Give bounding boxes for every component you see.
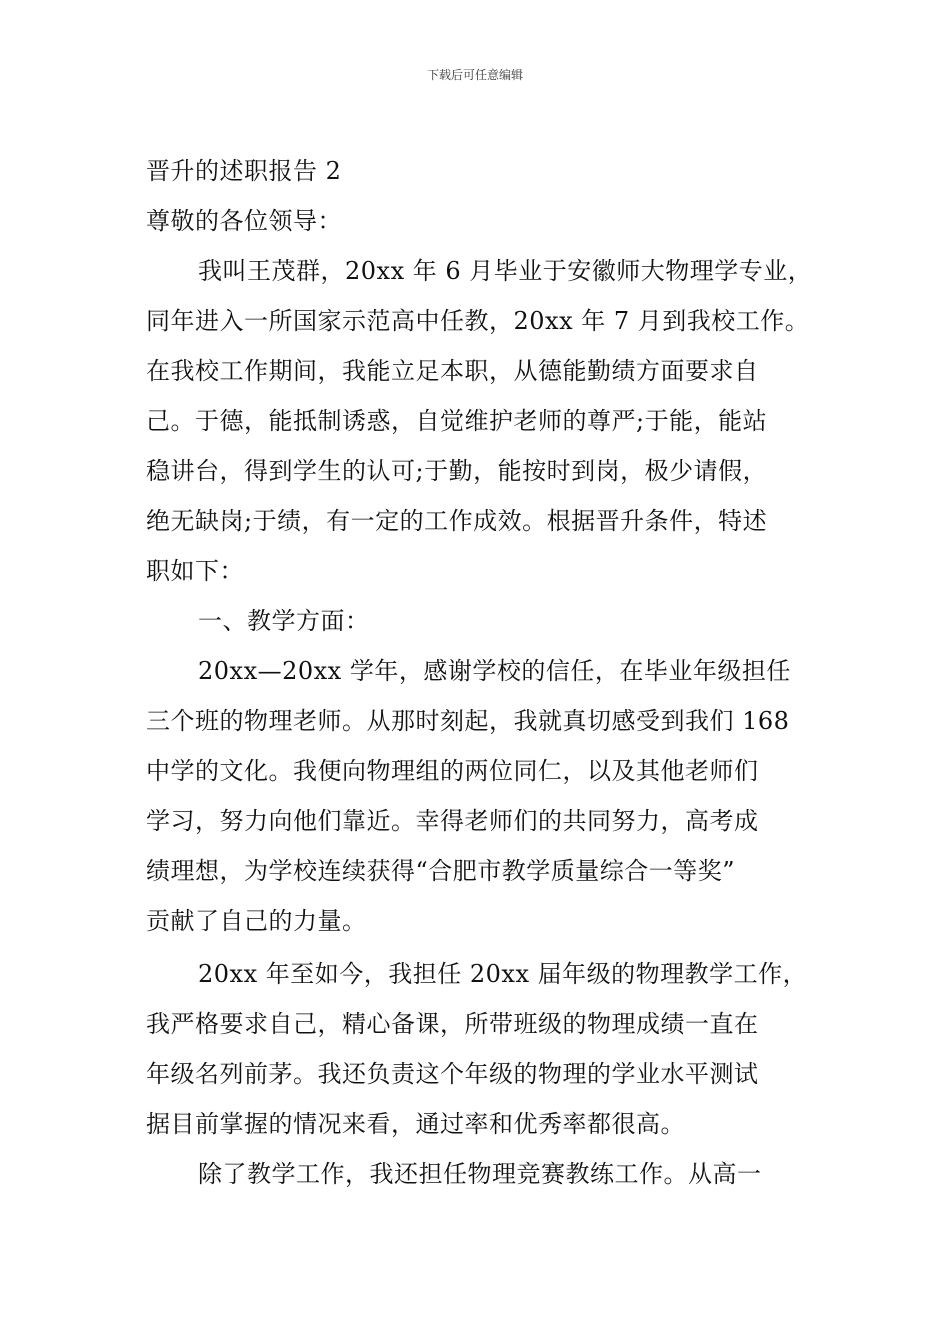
paragraph-line: 绩理想，为学校连续获得“合肥市教学质量综合一等奖” <box>146 857 736 885</box>
paragraph-line: 我严格要求自己，精心备课，所带班级的物理成绩一直在 <box>146 1010 759 1038</box>
paragraph-line: 贡献了自己的力量。 <box>146 907 367 935</box>
paragraph-line: 职如下： <box>146 557 244 585</box>
paragraph-line: 三个班的物理老师。从那时刻起，我就真切感受到我们 168 <box>146 707 790 735</box>
paragraph-line: 除了教学工作，我还担任物理竞赛教练工作。从高一 <box>198 1160 762 1188</box>
paragraph-line: 20xx 年至如今，我担任 20xx 届年级的物理教学工作， <box>198 960 808 988</box>
salutation: 尊敬的各位领导： <box>146 207 342 235</box>
paragraph-line: 同年进入一所国家示范高中任教，20xx 年 7 月到我校工作。 <box>146 307 810 335</box>
paragraph-line: 在我校工作期间，我能立足本职，从德能勤绩方面要求自 <box>146 357 759 385</box>
document-title: 晋升的述职报告 2 <box>146 157 342 185</box>
paragraph-line: 据目前掌握的情况来看，通过率和优秀率都很高。 <box>146 1110 685 1138</box>
paragraph-line: 我叫王茂群，20xx 年 6 月毕业于安徽师大物理学专业， <box>198 257 813 285</box>
paragraph-line: 稳讲台，得到学生的认可;于勤，能按时到岗，极少请假， <box>146 457 768 485</box>
paragraph-line: 学习，努力向他们靠近。幸得老师们的共同努力，高考成 <box>146 807 759 835</box>
section-heading: 一、教学方面： <box>198 607 370 635</box>
header-note: 下载后可任意编辑 <box>426 68 523 82</box>
paragraph-line: 绝无缺岗;于绩，有一定的工作成效。根据晋升条件，特述 <box>146 507 768 535</box>
paragraph-line: 年级名列前茅。我还负责这个年级的物理的学业水平测试 <box>146 1060 759 1088</box>
paragraph-line: 中学的文化。我便向物理组的两位同仁，以及其他老师们 <box>146 757 759 785</box>
paragraph-line: 己。于德，能抵制诱惑，自觉维护老师的尊严;于能，能站 <box>146 407 768 435</box>
paragraph-line: 20xx—20xx 学年，感谢学校的信任，在毕业年级担任 <box>198 657 791 685</box>
